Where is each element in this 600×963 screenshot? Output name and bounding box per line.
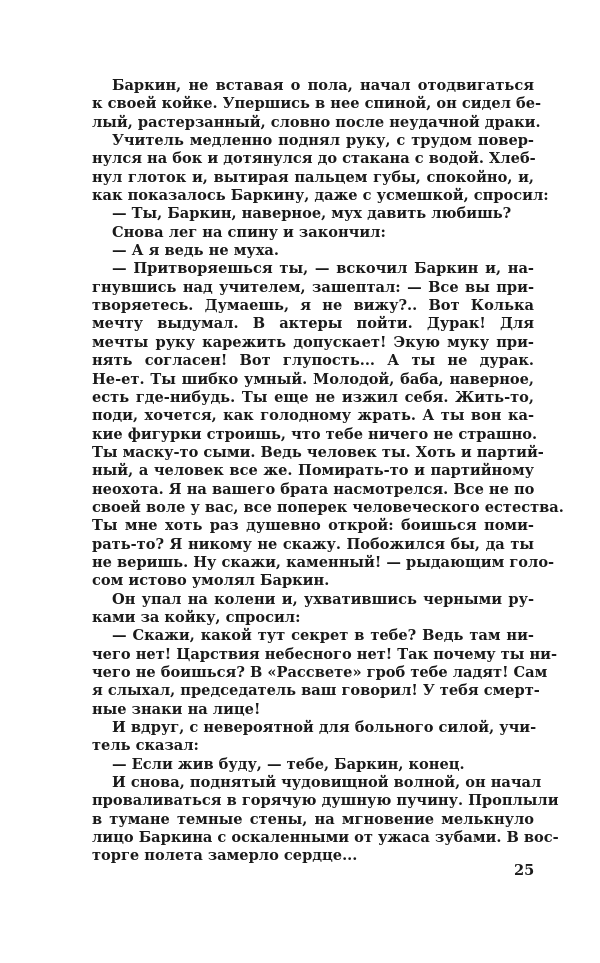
text-line: мечты руку карежить допускает! Экую муку при-	[92, 333, 534, 351]
paragraph	[92, 260, 564, 590]
text-line: Не-ет. Ты шибко умный. Молодой, баба, наверное,	[92, 370, 534, 388]
text-line: проваливаться в горячую душную пучину. Проплыли	[92, 792, 559, 810]
paragraph	[92, 132, 549, 205]
paragraph	[92, 205, 534, 223]
text-line: гнувшись над учителем, зашептал: — Все вы при-	[92, 278, 534, 296]
text-line: ками за койку, спросил:	[92, 608, 301, 626]
text-line: к своей койке. Упершись в нее спиной, он сидел бе-	[92, 95, 542, 113]
paragraph	[92, 719, 537, 756]
text-line: торге полета замерло сердце...	[92, 847, 358, 865]
paragraph	[92, 627, 558, 719]
text-line: — Скажи, какой тут секрет в тебе? Ведь там ни-	[112, 627, 534, 645]
text-line: творяетесь. Думаешь, я не вижу?.. Вот Колька	[92, 297, 534, 315]
text-line: неохота. Я на вашего брата насмотрелся. Все не по	[92, 480, 535, 498]
text-line: тель сказал:	[92, 737, 199, 755]
text-line: лый, растерзанный, словно после неудачной драки.	[92, 113, 541, 131]
text-line: не веришь. Ну скажи, каменный! — рыдающим голо-	[92, 553, 555, 571]
text-line: есть где-нибудь. Ты еще не изжил себя. Жить-то,	[92, 388, 534, 406]
text-line: нять согласен! Вот глупость... А ты не дурак.	[92, 352, 534, 370]
paragraph	[92, 224, 534, 242]
text-line: — Ты, Баркин, наверное, мух давить любишь?	[112, 205, 512, 223]
text-line: — Притворяешься ты, — вскочил Баркин и, на-	[112, 260, 534, 278]
text-line: чего не боишься? В «Рассвете» гроб тебе ладят! Сам	[92, 664, 548, 681]
body-text	[92, 77, 564, 866]
text-line: ный, а человек все же. Помирать-то и партийному	[92, 462, 534, 480]
text-line: И снова, поднятый чудовищной волной, он начал	[112, 774, 542, 792]
page-number: 25	[514, 862, 535, 879]
text-line: Ты мне хоть раз душевно открой: боишься поми-	[92, 517, 534, 535]
text-line: мечту выдумал. В актеры пойти. Дурак! Для	[92, 315, 534, 333]
text-line: нулся на бок и дотянулся до стакана с водой. Хлеб-	[92, 150, 536, 168]
text-line: рать-то? Я никому не скажу. Побожился бы, да ты	[92, 535, 534, 553]
text-line: поди, хочется, как голодному жрать. А ты вон ка-	[92, 407, 534, 425]
text-line: — Если жив буду, — тебе, Баркин, конец.	[112, 755, 465, 773]
text-line: кие фигурки строишь, что тебе ничего не страшно.	[92, 425, 538, 443]
text-line: как показалось Баркину, даже с усмешкой, спросил:	[92, 187, 549, 205]
text-line: Он упал на колени и, ухватившись черными ру-	[112, 590, 534, 608]
text-line: Баркин, не вставая о пола, начал отодвигаться	[112, 77, 534, 94]
text-line: Учитель медленно поднял руку, с трудом повер-	[112, 132, 534, 150]
text-line: своей воле у вас, все поперек человеческого естества.	[92, 498, 564, 516]
text-line: я слыхал, председатель ваш говорил! У тебя смерт-	[92, 682, 540, 700]
text-line: нул глоток и, вытирая пальцем губы, спокойно, и,	[92, 168, 534, 186]
text-line: чего нет! Царствия небесного нет! Так почему ты ни-	[92, 645, 558, 663]
text-line: Снова лег на спину и закончил:	[112, 223, 386, 241]
paragraph	[92, 756, 534, 774]
text-line: ные знаки на лице!	[92, 700, 261, 718]
paragraph	[92, 77, 542, 132]
text-line: лицо Баркина с оскаленными от ужаса зубами. В вос-	[92, 829, 559, 847]
text-line: Ты маску-то сыми. Ведь человек ты. Хоть и партий-	[92, 443, 544, 461]
paragraph	[92, 774, 559, 866]
text-line: — А я ведь не муха.	[112, 242, 279, 260]
text-line: сом истово умолял Баркин.	[92, 572, 330, 590]
paragraph	[92, 242, 534, 260]
text-line: в тумане темные стены, на мгновение мелькнуло	[92, 810, 534, 828]
text-line: И вдруг, с невероятной для больного силой, учи-	[112, 719, 537, 737]
paragraph	[92, 591, 534, 628]
